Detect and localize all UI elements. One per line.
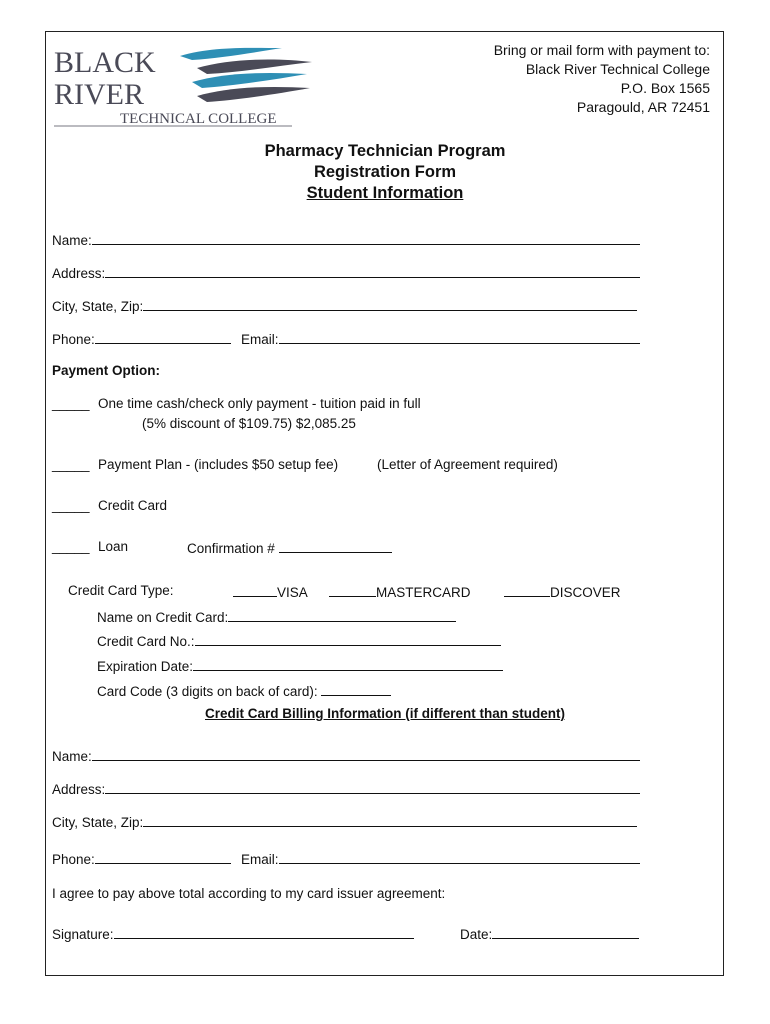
billing-address-label: Address:: [52, 782, 106, 797]
signature-field[interactable]: [114, 925, 414, 939]
logo-wave-1: [180, 48, 282, 60]
confirmation-label: Confirmation #: [187, 541, 275, 556]
mail-line-2: Black River Technical College: [525, 61, 710, 77]
student-address-row: [52, 264, 640, 281]
section-title: Student Information: [306, 184, 464, 202]
billing-city-label: City, State, Zip:: [52, 815, 144, 830]
payment-opt2-note: (Letter of Agreement required): [377, 457, 558, 472]
card-code-row: [97, 682, 391, 699]
logo-river-text: RIVER: [54, 78, 144, 111]
logo-wave-3: [192, 73, 307, 88]
payment-opt2-blank[interactable]: _____: [52, 457, 90, 472]
student-email-row: [241, 330, 640, 347]
card-code-field[interactable]: [321, 682, 391, 696]
payment-opt3-blank[interactable]: _____: [52, 498, 90, 513]
student-city-row: [52, 297, 637, 314]
logo-college-text: TECHNICAL COLLEGE: [120, 111, 277, 127]
college-logo-graphic: [52, 42, 312, 132]
student-email-label: Email:: [241, 332, 279, 347]
card-mastercard-label: MASTERCARD: [376, 585, 471, 600]
billing-address-row: [52, 780, 640, 797]
card-number-row: [97, 632, 501, 649]
card-discover-blank[interactable]: [504, 583, 550, 597]
signature-row: [52, 925, 414, 942]
billing-email-label: Email:: [241, 852, 279, 867]
billing-email-field[interactable]: [279, 850, 640, 864]
student-phone-row: [52, 330, 231, 347]
payment-opt3-label: Credit Card: [98, 498, 168, 513]
student-phone-field[interactable]: [95, 330, 231, 344]
confirmation-field[interactable]: [279, 539, 392, 553]
student-name-label: Name:: [52, 233, 92, 248]
payment-opt4-label: Loan: [98, 539, 129, 554]
payment-opt1-label: One time cash/check only payment - tuition paid in full: [98, 396, 421, 411]
card-mastercard-blank[interactable]: [329, 583, 376, 597]
form-titles: [0, 141, 770, 204]
card-expiration-row: [97, 657, 503, 674]
form-title: Registration Form: [313, 163, 457, 181]
mail-line-4: Paragould, AR 72451: [576, 99, 710, 115]
card-expiration-field[interactable]: [193, 657, 503, 671]
card-type-label: Credit Card Type:: [68, 583, 174, 598]
billing-name-row: [52, 747, 640, 764]
student-phone-label: Phone:: [52, 332, 95, 347]
billing-name-field[interactable]: [92, 747, 640, 761]
date-label: Date:: [460, 927, 493, 942]
card-number-field[interactable]: [195, 632, 501, 646]
student-email-field[interactable]: [279, 330, 640, 344]
billing-phone-field[interactable]: [95, 850, 231, 864]
student-address-field[interactable]: [105, 264, 640, 278]
card-visa-blank[interactable]: [233, 583, 277, 597]
card-visa-label: VISA: [277, 585, 308, 600]
signature-label: Signature:: [52, 927, 114, 942]
billing-name-label: Name:: [52, 749, 92, 764]
payment-opt4-blank[interactable]: _____: [52, 539, 90, 554]
billing-heading: Credit Card Billing Information (if different than student): [205, 706, 565, 721]
payment-opt2-label: Payment Plan - (includes $50 setup fee): [98, 457, 339, 472]
payment-opt1-detail: (5% discount of $109.75) $2,085.25: [142, 416, 356, 431]
logo-wave-2: [197, 60, 312, 74]
card-name-label: Name on Credit Card:: [97, 610, 229, 625]
student-address-label: Address:: [52, 266, 106, 281]
card-mastercard-option[interactable]: [329, 583, 471, 600]
student-city-field[interactable]: [143, 297, 637, 311]
date-row: [460, 925, 639, 942]
logo-wave-4: [197, 87, 310, 102]
card-discover-label: DISCOVER: [550, 585, 621, 600]
billing-city-row: [52, 813, 637, 830]
billing-city-field[interactable]: [143, 813, 637, 827]
student-name-row: [52, 231, 640, 248]
confirmation-row: [187, 539, 392, 556]
mail-line-3: P.O. Box 1565: [620, 80, 710, 96]
logo-black-text: BLACK: [54, 46, 156, 79]
mail-line-1: Bring or mail form with payment to:: [493, 42, 710, 58]
card-name-row: [97, 608, 456, 625]
agreement-text: I agree to pay above total according to my card issuer agreement:: [52, 886, 446, 901]
card-visa-option[interactable]: [233, 583, 308, 600]
payment-heading: Payment Option:: [52, 363, 161, 378]
card-code-label: Card Code (3 digits on back of card):: [97, 684, 318, 699]
date-field[interactable]: [492, 925, 639, 939]
card-expiration-label: Expiration Date:: [97, 659, 194, 674]
payment-opt1-blank[interactable]: _____: [52, 396, 90, 411]
billing-phone-label: Phone:: [52, 852, 95, 867]
student-name-field[interactable]: [92, 231, 640, 245]
billing-address-field[interactable]: [105, 780, 640, 794]
college-logo: [52, 42, 312, 132]
mailing-address: [494, 41, 710, 117]
card-name-field[interactable]: [228, 608, 456, 622]
program-title: Pharmacy Technician Program: [264, 142, 506, 160]
card-discover-option[interactable]: [504, 583, 621, 600]
billing-phone-row: [52, 850, 231, 867]
card-number-label: Credit Card No.:: [97, 634, 195, 649]
student-city-label: City, State, Zip:: [52, 299, 144, 314]
billing-email-row: [241, 850, 640, 867]
